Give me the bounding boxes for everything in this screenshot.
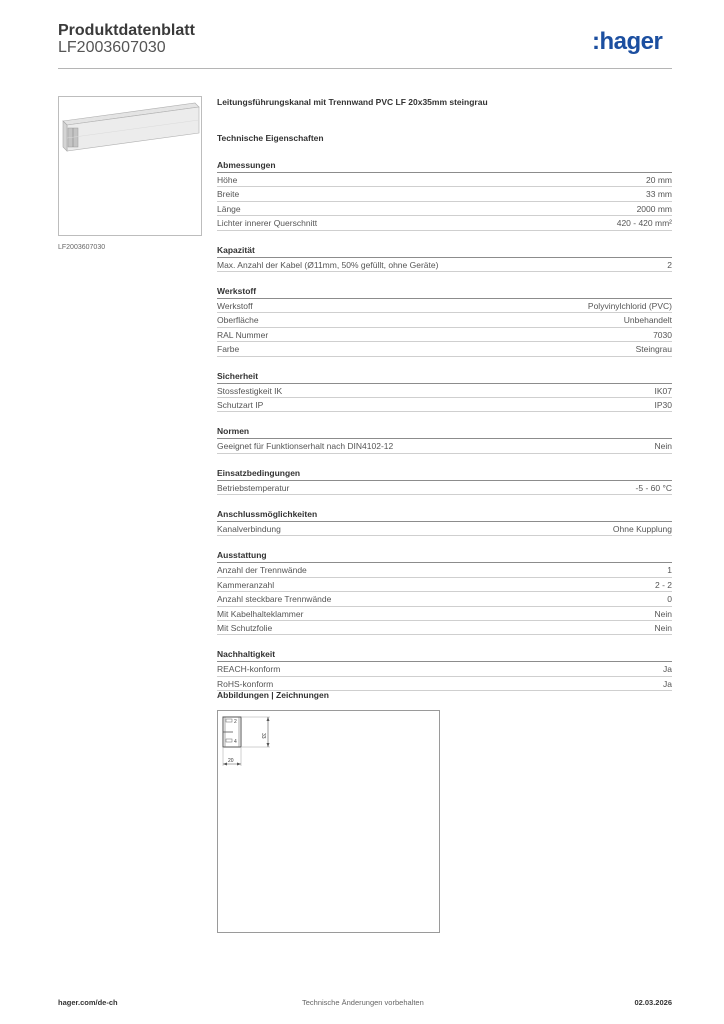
spec-row	[217, 563, 672, 577]
spec-label: Mit Schutzfolie	[217, 623, 273, 634]
footer-date: 02.03.2026	[634, 998, 672, 1007]
spec-value: Ohne Kupplung	[612, 524, 672, 535]
spec-label: Betriebstemperatur	[217, 482, 290, 493]
spec-label: Kanalverbindung	[217, 524, 281, 535]
spec-label: Lichter innerer Querschnitt	[217, 218, 318, 229]
spec-value: 2	[667, 259, 672, 270]
spec-label: RAL Nummer	[217, 329, 269, 340]
section-title: Werkstoff	[217, 285, 672, 299]
spec-section	[217, 285, 672, 357]
spec-value: 33 mm	[646, 189, 672, 200]
spec-row	[217, 187, 672, 201]
spec-row	[217, 173, 672, 187]
spec-value: 420 - 420 mm²	[616, 218, 672, 229]
spec-value: IK07	[654, 385, 672, 396]
spec-row	[217, 439, 672, 453]
spec-label: Kammeranzahl	[217, 579, 275, 590]
spec-row	[217, 578, 672, 592]
page-title: Produktdatenblatt	[58, 22, 195, 39]
header-divider	[58, 68, 672, 69]
section-title: Einsatzbedingungen	[217, 467, 672, 481]
technical-drawing	[217, 710, 440, 933]
spec-label: Max. Anzahl der Kabel (Ø11mm, 50% gefüllt, ohne Geräte)	[217, 259, 439, 270]
spec-row	[217, 607, 672, 621]
spec-section	[217, 159, 672, 231]
height-dimension-label: 33	[260, 733, 266, 739]
spec-section	[217, 549, 672, 635]
spec-row	[217, 398, 672, 412]
spec-value: IP30	[654, 399, 672, 410]
spec-value: Ja	[663, 678, 672, 689]
spec-label: REACH-konform	[217, 664, 281, 675]
spec-sections	[217, 159, 672, 691]
spec-value: Nein	[654, 608, 672, 619]
section-title: Sicherheit	[217, 370, 672, 384]
section-title: Kapazität	[217, 244, 672, 258]
spec-value: Nein	[654, 623, 672, 634]
drawings-title: Abbildungen | Zeichnungen	[217, 690, 329, 700]
image-caption: LF2003607030	[58, 244, 106, 251]
section-title: Ausstattung	[217, 549, 672, 563]
spec-row	[217, 592, 672, 606]
spec-section	[217, 370, 672, 413]
spec-row	[217, 342, 672, 356]
section-title: Normen	[217, 425, 672, 439]
spec-value: Steingrau	[635, 344, 672, 355]
spec-value: Nein	[654, 441, 672, 452]
specification-content	[217, 96, 672, 691]
spec-value: 2000 mm	[636, 203, 672, 214]
spec-section	[217, 467, 672, 495]
spec-label: Schutzart IP	[217, 399, 264, 410]
spec-row	[217, 258, 672, 272]
width-dimension-label: 20	[228, 758, 234, 764]
hager-logo: :hager	[592, 28, 663, 55]
spec-label: Stossfestigkeit IK	[217, 385, 283, 396]
product-image	[58, 96, 202, 236]
spec-section	[217, 244, 672, 272]
spec-value: -5 - 60 °C	[635, 482, 672, 493]
spec-row	[217, 522, 672, 536]
spec-value: Polyvinylchlorid (PVC)	[587, 300, 672, 311]
spec-row	[217, 216, 672, 230]
footer-website[interactable]: hager.com/de-ch	[58, 998, 118, 1007]
spec-row	[217, 328, 672, 342]
section-title: Nachhaltigkeit	[217, 648, 672, 662]
spec-value: 1	[667, 565, 672, 576]
spec-value: 7030	[653, 329, 672, 340]
spec-label: Länge	[217, 203, 241, 214]
spec-row	[217, 202, 672, 216]
spec-section	[217, 425, 672, 453]
spec-value: 0	[667, 594, 672, 605]
spec-label: RoHS-konform	[217, 678, 274, 689]
spec-row	[217, 384, 672, 398]
spec-label: Geeignet für Funktionserhalt nach DIN4102-12	[217, 441, 394, 452]
spec-section	[217, 508, 672, 536]
spec-row	[217, 299, 672, 313]
spec-row	[217, 481, 672, 495]
spec-label: Breite	[217, 189, 240, 200]
spec-label: Oberfläche	[217, 315, 259, 326]
technical-properties-heading: Technische Eigenschaften	[217, 133, 324, 143]
section-title: Abmessungen	[217, 159, 672, 173]
spec-value: 2 - 2	[654, 579, 672, 590]
spec-label: Farbe	[217, 344, 240, 355]
spec-label: Mit Kabelhalteklammer	[217, 608, 304, 619]
spec-row	[217, 662, 672, 676]
spec-label: Werkstoff	[217, 300, 253, 311]
mark-bottom-label: 4	[234, 739, 237, 745]
spec-label: Anzahl steckbare Trennwände	[217, 594, 332, 605]
spec-value: 20 mm	[646, 175, 672, 185]
spec-label: Anzahl der Trennwände	[217, 565, 307, 576]
spec-value: Unbehandelt	[623, 315, 672, 326]
footer-disclaimer: Technische Änderungen vorbehalten	[302, 998, 424, 1007]
spec-label: Höhe	[217, 175, 238, 185]
spec-value: Ja	[663, 664, 672, 675]
cross-section-drawing	[218, 711, 439, 932]
cable-duct-illustration	[59, 97, 201, 235]
product-title: Leitungsführungskanal mit Trennwand PVC LF 20x35mm steingrau	[217, 97, 488, 107]
spec-row	[217, 313, 672, 327]
spec-section	[217, 648, 672, 691]
spec-row	[217, 621, 672, 635]
section-title: Anschlussmöglichkeiten	[217, 508, 672, 522]
article-number: LF2003607030	[58, 39, 166, 56]
mark-top-label: 2	[234, 719, 237, 725]
